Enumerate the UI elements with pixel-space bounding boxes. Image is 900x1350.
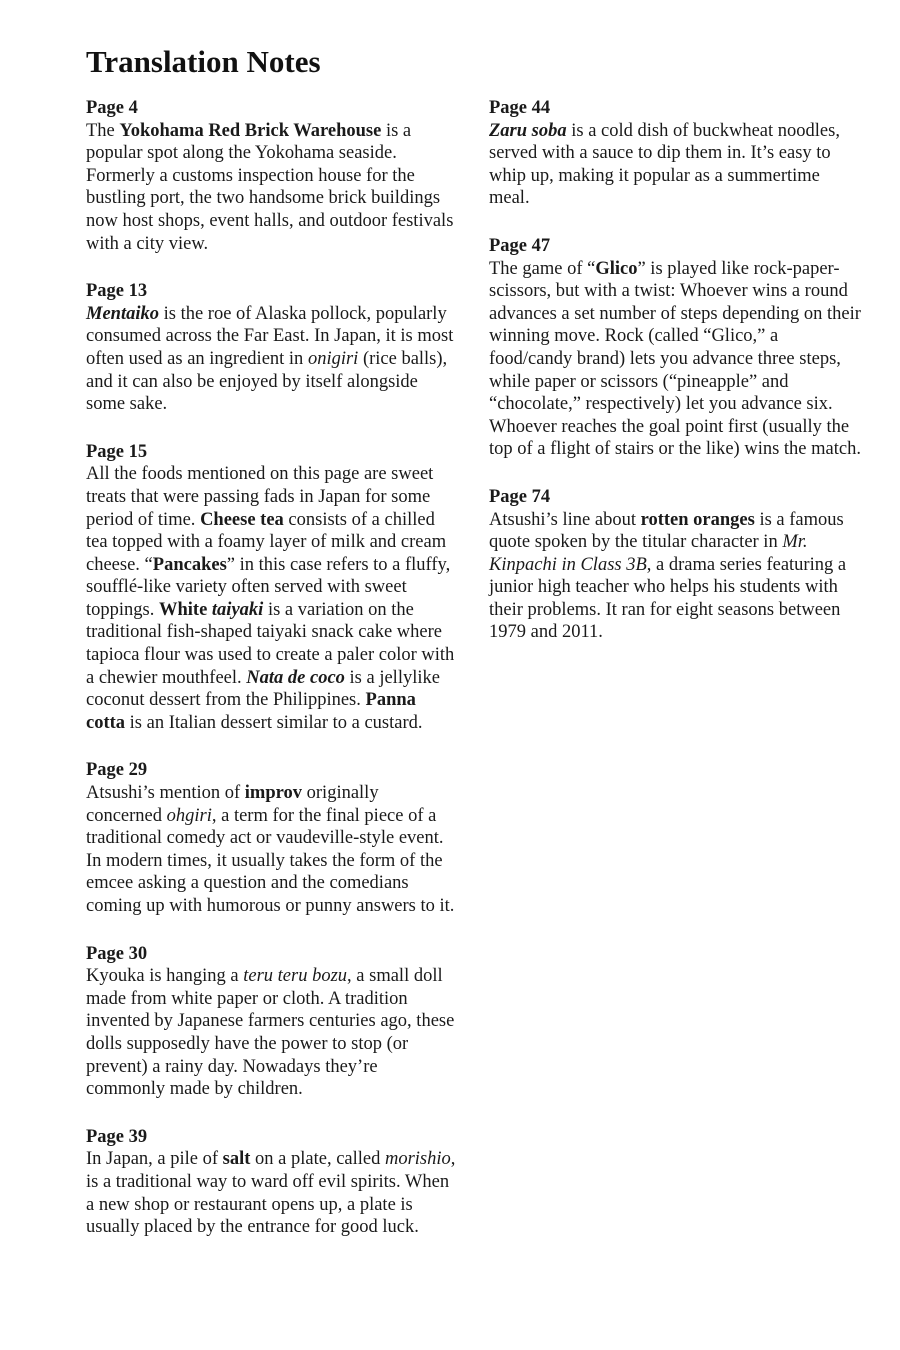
note-page-heading: Page 29 [86, 760, 148, 781]
note-page-heading: Page 30 [86, 943, 148, 964]
note-text: ” is played like rock-paper-scissors, but with a twist: Whoever wins a round advances a set number of steps depending on their winning move. Rock (called “Glico,” a food/candy brand) lets you advance three steps, while paper or scissors (“pineapple” and “chocolate,” respectively) let you advance six. Whoever reaches the goal point first (usually the top of a flight of stairs or the like) wins the match. [489, 258, 861, 460]
note-term: teru teru bozu [243, 966, 348, 987]
note-text: on a plate, called [250, 1149, 385, 1170]
note-text: , a small doll made from white paper or cloth. A tradition invented by Japanese farmers centuries ago, these dolls supposedly have the power to stop (or prevent) a rainy day. Nowadays they’re commonly made by children. [86, 966, 455, 1100]
note-text: Atsushi’s mention of [86, 783, 245, 804]
note-text: consists of a chilled tea topped with a foamy layer of milk and cream cheese. “ [86, 509, 447, 575]
note-text: ” in this case refers to a fluffy, soufflé-like variety often served with sweet toppings. [86, 554, 451, 620]
note-page-heading: Page 44 [489, 98, 551, 118]
translation-note [86, 97, 458, 255]
note-page-heading: Page 13 [86, 281, 148, 302]
note-term: Mentaiko [86, 303, 159, 324]
note-term: Zaru soba [489, 120, 567, 141]
translation-note [86, 441, 458, 735]
note-term: morishio [384, 1149, 451, 1170]
translation-note [489, 235, 861, 461]
translation-note [86, 1126, 458, 1239]
page-title: Translation Notes [86, 44, 321, 79]
note-text: The game of “ [489, 258, 596, 279]
note-body [489, 120, 861, 210]
note-text: Atsushi’s line about [489, 509, 641, 530]
note-page-heading: Page 39 [86, 1126, 148, 1147]
translation-note [86, 280, 458, 416]
note-term: rotten oranges [640, 509, 755, 530]
note-body [489, 509, 861, 645]
note-term: Panna cotta [86, 690, 416, 733]
note-term: improv [244, 783, 303, 804]
note-text: (rice balls), and it can also be enjoyed by itself alongside some sake. [86, 348, 448, 415]
note-body [86, 303, 458, 416]
translation-note [489, 486, 861, 644]
note-term: Nata de coco [246, 667, 345, 688]
note-text: In Japan, a pile of [86, 1149, 223, 1170]
translation-note [86, 759, 458, 917]
right-column [489, 97, 861, 669]
note-term: Glico [595, 258, 638, 279]
note-text: All the foods mentioned on this page are sweet treats that were passing fads in Japan for some period of time. [86, 464, 434, 530]
note-term: Cheese tea [200, 509, 284, 530]
note-body [86, 965, 458, 1101]
translation-note [86, 943, 458, 1101]
note-term: ohgiri [166, 805, 212, 826]
note-term: Mr. Kinpachi in Class 3B [489, 532, 808, 575]
note-text: is a cold dish of buckwheat noodles, served with a sauce to dip them in. It’s easy to whip up, making it popular as a summertime meal. [489, 120, 840, 209]
note-body [86, 1148, 458, 1238]
note-body [86, 120, 458, 256]
note-text: is a variation on the traditional fish-shaped taiyaki snack cake where tapioca flour was used to create a paler color with a chewier mouthfeel. [86, 599, 455, 688]
note-term: taiyaki [211, 599, 264, 620]
note-page-heading: Page 15 [86, 441, 148, 462]
note-body [489, 258, 861, 461]
note-body [86, 782, 458, 918]
note-term: Pancakes [152, 554, 227, 575]
note-term: onigiri [307, 348, 359, 369]
note-page-heading: Page 47 [489, 235, 551, 256]
left-column [86, 97, 458, 1264]
note-text: originally concerned [86, 783, 379, 826]
note-text: is a popular spot along the Yokohama seaside. Formerly a customs inspection house for the bustling port, the two handsome brick buildings now host shops, event halls, and outdoor festivals with a city view. [86, 120, 454, 254]
note-body [86, 463, 458, 734]
note-text: The [86, 120, 120, 141]
note-page-heading: Page 74 [489, 486, 551, 507]
note-text: is a famous quote spoken by the titular character in [489, 509, 844, 553]
note-term: White [158, 599, 212, 620]
note-text: Kyouka is hanging a [86, 966, 244, 987]
note-text: , a drama series featuring a junior high teacher who helps his students with their problems. It ran for eight seasons between 1979 and 2011. [489, 554, 847, 643]
note-text: is the roe of Alaska pollock, popularly consumed across the Far East. In Japan, it is most often used as an ingredient in [86, 303, 454, 369]
translation-note [489, 97, 861, 210]
note-term: salt [222, 1149, 251, 1170]
note-text: , is a traditional way to ward off evil spirits. When a new shop or restaurant opens up, a plate is usually placed by the entrance for good luck. [86, 1149, 456, 1238]
note-term: Yokohama Red Brick Warehouse [119, 120, 382, 141]
note-page-heading: Page 4 [86, 98, 138, 118]
note-text: is an Italian dessert similar to a custard. [125, 712, 423, 733]
note-text: is a jellylike coconut dessert from the Philippines. [86, 667, 440, 711]
note-text: , a term for the final piece of a traditional comedy act or vaudeville-style event. In modern times, it usually takes the form of the emcee asking a question and the comedians coming up with humorous or punny answers to it. [86, 805, 455, 916]
